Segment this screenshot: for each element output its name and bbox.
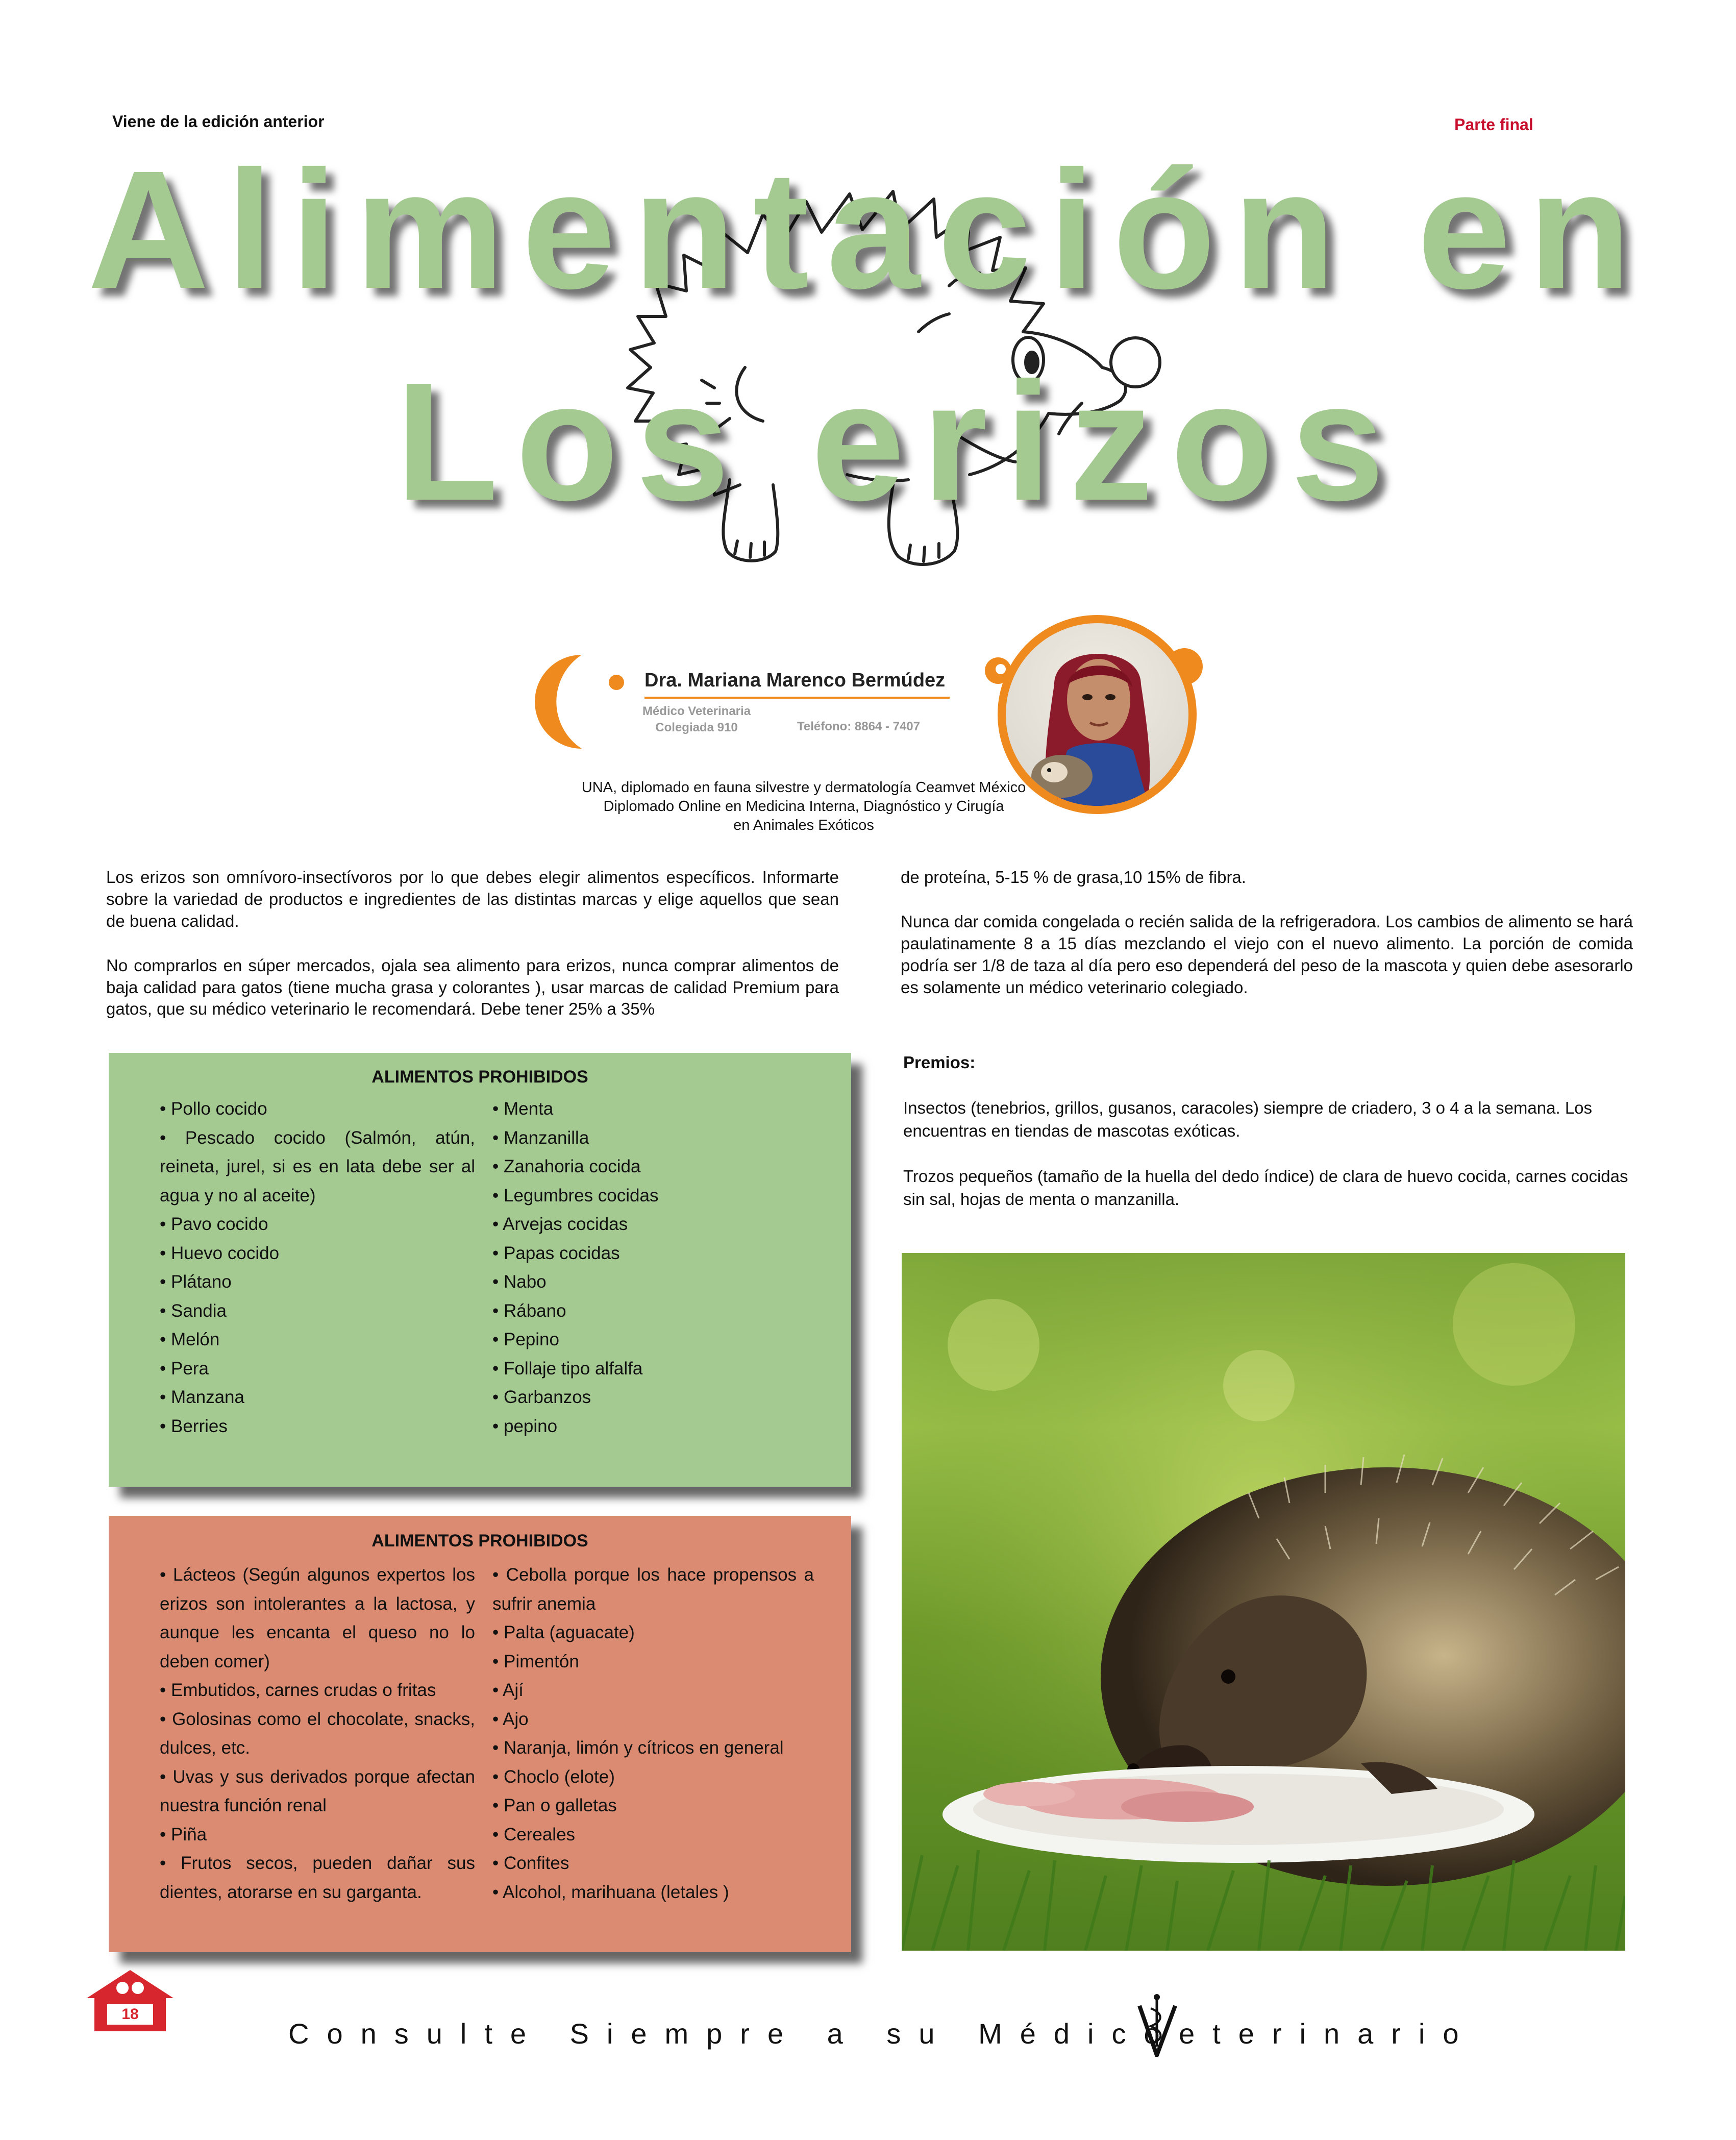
list-item: • Ajo [492,1709,529,1729]
list-item: • Cebolla porque los hace propensos a sufrir anemia [492,1565,814,1614]
red-food-box [109,1516,851,1952]
author-underline [644,697,950,699]
list-item: • Pepino [492,1330,559,1349]
right-paragraph: de proteína, 5-15 % de grasa,10 15% de fibra. [901,868,1246,887]
caduceus-v-icon [1135,1993,1179,2057]
article-title-line-1: Alimentación en [87,135,1649,324]
right-paragraph: Nunca dar comida congelada o recién salida de la refrigeradora. Los cambios de alimento se hará paulatinamente 8 a 15 días mezclando el viejo con el nuevo alimento. La porción de comida podría ser 1/8 de taza al día pero eso dependerá del peso de la mascota y quien debe asesorarlo es solamente un médico veterinario colegiado. [901,912,1633,997]
right-column [901,867,1633,1021]
list-item: • Plátano [160,1272,232,1292]
house-badge-icon [84,1967,176,2034]
list-item: • Rábano [492,1300,566,1321]
list-item: • Pollo cocido [160,1099,267,1119]
author-name: Dra. Mariana Marenco Bermúdez [644,670,946,691]
list-item: • Sandia [160,1300,227,1321]
list-item: • Melón [160,1330,220,1349]
list-item: • Huevo cocido [160,1243,280,1263]
author-credentials [459,778,1148,835]
intro-paragraph: No comprarlos en súper mercados, ojala sea alimento para erizos, nunca comprar alimentos de baja calidad para gatos (tiene mucha grasa y colorantes ), usar marcas de calidad Premium para gatos, que su médico veterinario le recomendará. Debe tener 25% a 35% [106,955,839,1019]
list-item: • Nabo [492,1272,547,1292]
premios-section [903,1051,1633,1233]
list-item: • Palta (aguacate) [492,1622,635,1642]
author-registration: Colegiada 910 [655,721,738,734]
hedgehog-photo-illustration [902,1253,1625,1951]
intro-paragraph: Los erizos son omnívoro-insectívoros por lo que debes elegir alimentos específicos. Informarte sobre la variedad de productos e ingredientes de las distintas marcas y elige aquellos que sean de buena calidad. [106,868,839,930]
credential-line: Diplomado Online en Medicina Interna, Diagnóstico y Cirugía [603,798,1004,815]
list-item: • Papas cocidas [492,1243,620,1263]
green-box-right-list [492,1095,814,1441]
list-item: • Menta [492,1099,554,1119]
final-part-kicker: Parte final [1454,115,1533,134]
footer-slogan-end: eterinario [1179,2018,1477,2050]
list-item: • Garbanzos [492,1387,591,1407]
list-item: • Alcohol, marihuana (letales ) [492,1882,729,1902]
footer-slogan [288,2017,1178,2050]
list-item: • Embutidos, carnes crudas o fritas [160,1680,436,1700]
author-phone: Teléfono: 8864 - 7407 [797,720,920,733]
premios-paragraph: Insectos (tenebrios, grillos, gusanos, caracoles) siempre de criadero, 3 o 4 a la semana. Los encuentras en tiendas de mascotas exóticas. [903,1098,1593,1140]
list-item: • Naranja, limón y cítricos en general [492,1738,784,1758]
green-box-title: ALIMENTOS PROHIBIDOS [371,1067,588,1087]
green-food-box [109,1053,851,1487]
list-item: • Follaje tipo alfalfa [492,1358,643,1379]
list-item: • Pan o galletas [492,1795,617,1815]
footer-slogan-start: Consulte Siempre a su Médico [288,2018,1178,2050]
author-photo-decor-inner-dot [996,664,1006,674]
list-item: • Manzana [160,1387,244,1407]
list-item: • Legumbres cocidas [492,1185,659,1206]
crescent-moon-icon [510,651,597,753]
list-item: • Choclo (elote) [492,1766,615,1787]
list-item: • Berries [160,1416,228,1436]
author-role-block [635,703,758,736]
red-box-title: ALIMENTOS PROHIBIDOS [371,1531,588,1551]
list-item: • Pimentón [492,1651,579,1671]
list-item: • Piña [160,1824,207,1844]
author-role: Médico Veterinaria [642,704,751,718]
page-number: 18 [121,2006,139,2023]
credential-line: en Animales Exóticos [733,817,874,834]
credential-line: UNA, diplomado en fauna silvestre y dermatología Ceamvet México [581,779,1026,796]
list-item: • Pescado cocido (Salmón, atún, reineta, jurel, si es en lata debe ser al agua y no al aceite) [160,1127,475,1206]
green-box-left-list [160,1095,475,1441]
red-box-right-list [492,1561,814,1907]
red-box-left-list [160,1561,475,1907]
list-item: • Zanahoria cocida [492,1157,641,1176]
author-bullet-dot [609,675,624,690]
list-item: • pepino [492,1416,558,1436]
list-item: • Arvejas cocidas [492,1214,628,1234]
list-item: • Cereales [492,1824,576,1844]
list-item: • Pavo cocido [160,1214,268,1234]
intro-column [106,867,839,1043]
list-item: • Ají [492,1680,524,1700]
hedgehog-photo [902,1253,1625,1951]
previous-edition-kicker: Viene de la edición anterior [112,112,325,131]
premios-paragraph: Trozos pequeños (tamaño de la huella del dedo índice) de clara de huevo cocida, carnes cocidas sin sal, hojas de menta o manzanilla. [903,1166,1628,1209]
list-item: • Frutos secos, pueden dañar sus dientes, atorarse en su garganta. [160,1853,475,1902]
list-item: • Uvas y sus derivados porque afectan nuestra función renal [160,1766,475,1815]
article-title-line-2: Los erizos [395,347,1402,535]
list-item: • Pera [160,1358,209,1379]
list-item: • Manzanilla [492,1127,589,1148]
list-item: • Golosinas como el chocolate, snacks, dulces, etc. [160,1709,475,1758]
premios-heading: Premios: [903,1053,976,1072]
list-item: • Lácteos (Según algunos expertos los erizos son intolerantes a la lactosa, y aunque les encanta el queso no lo deben comer) [160,1565,475,1671]
list-item: • Confites [492,1853,569,1873]
